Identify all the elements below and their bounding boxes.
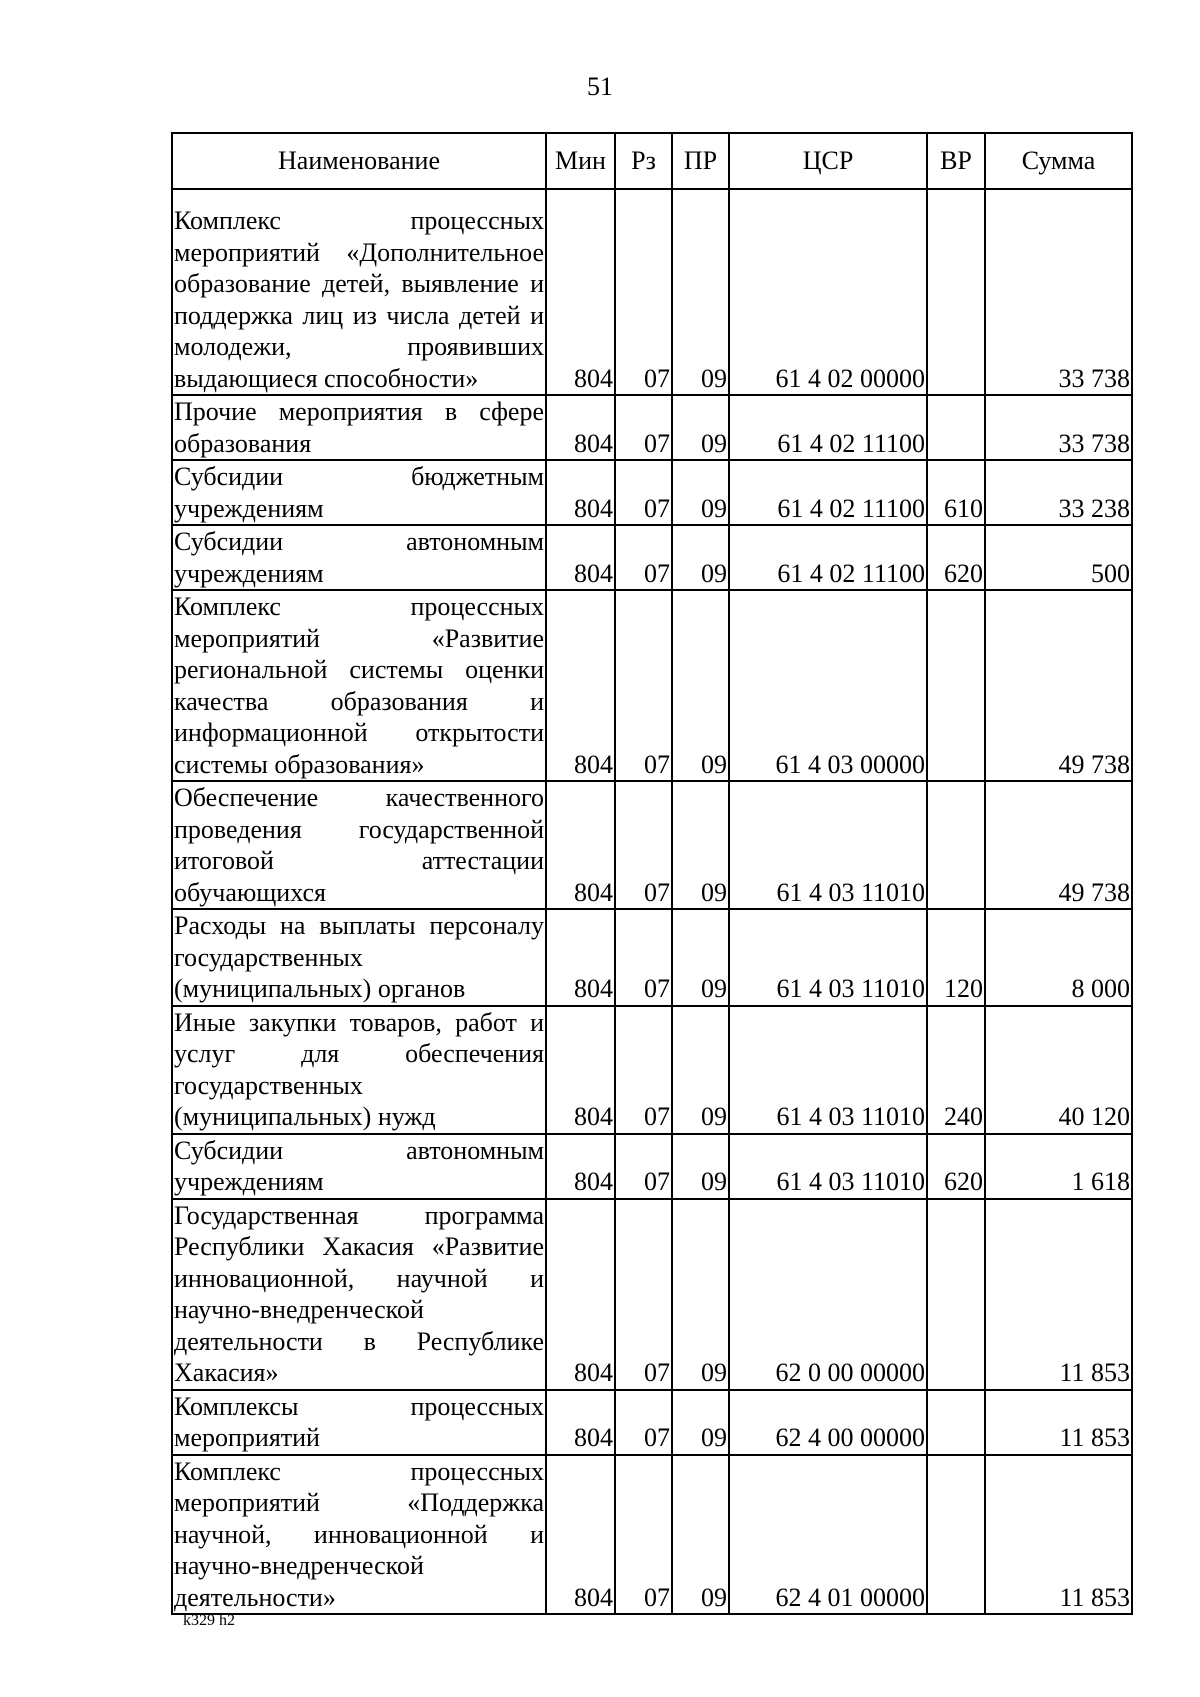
row-vr — [927, 590, 985, 781]
table-row — [172, 781, 1132, 909]
budget-table — [171, 132, 1133, 1615]
table-row — [172, 395, 1132, 460]
row-rz: 07 — [615, 395, 672, 460]
row-min: 804 — [546, 590, 615, 781]
header-sum: Сумма — [985, 133, 1132, 189]
row-name: Расходы на выплаты персоналу государственных (муниципальных) органов — [172, 909, 546, 1006]
row-sum: 500 — [985, 525, 1132, 590]
row-csr: 61 4 03 11010 — [729, 909, 927, 1006]
row-csr: 62 4 01 00000 — [729, 1455, 927, 1615]
row-name: Субсидии автономным учреждениям — [172, 1134, 546, 1199]
page-number: 51 — [587, 72, 613, 101]
row-csr: 61 4 02 11100 — [729, 460, 927, 525]
row-vr: 120 — [927, 909, 985, 1006]
row-pr: 09 — [672, 1199, 729, 1390]
row-pr: 09 — [672, 460, 729, 525]
row-vr — [927, 1390, 985, 1455]
row-sum: 33 738 — [985, 395, 1132, 460]
row-pr: 09 — [672, 1390, 729, 1455]
row-sum: 8 000 — [985, 909, 1132, 1006]
row-min: 804 — [546, 1199, 615, 1390]
row-sum: 11 853 — [985, 1390, 1132, 1455]
row-sum: 1 618 — [985, 1134, 1132, 1199]
row-vr: 620 — [927, 525, 985, 590]
row-rz: 07 — [615, 781, 672, 909]
row-name: Государственная программа Республики Хакасия «Развитие инновационной, научной и научно-внедренческой деятельности в Республике Хакасия» — [172, 1199, 546, 1390]
header-min: Мин — [546, 133, 615, 189]
table-row — [172, 460, 1132, 525]
row-csr: 61 4 03 11010 — [729, 1134, 927, 1199]
row-pr: 09 — [672, 395, 729, 460]
table-row — [172, 590, 1132, 781]
row-min: 804 — [546, 781, 615, 909]
row-name: Обеспечение качественного проведения государственной итоговой аттестации обучающихся — [172, 781, 546, 909]
row-min: 804 — [546, 1006, 615, 1134]
row-vr: 610 — [927, 460, 985, 525]
row-csr: 61 4 03 11010 — [729, 1006, 927, 1134]
row-pr: 09 — [672, 1455, 729, 1615]
row-rz: 07 — [615, 590, 672, 781]
row-sum: 33 238 — [985, 460, 1132, 525]
row-name: Комплекс процессных мероприятий «Дополнительное образование детей, выявление и поддержка лиц из числа детей и молодежи, проявивших выдающиеся способности» — [172, 189, 546, 395]
row-min: 804 — [546, 909, 615, 1006]
row-vr — [927, 781, 985, 909]
row-csr: 61 4 03 11010 — [729, 781, 927, 909]
row-sum: 33 738 — [985, 189, 1132, 395]
row-csr: 61 4 02 11100 — [729, 525, 927, 590]
table-row — [172, 1455, 1132, 1615]
table-header-row — [172, 133, 1132, 189]
row-pr: 09 — [672, 781, 729, 909]
row-name: Комплексы процессных мероприятий — [172, 1390, 546, 1455]
row-sum: 40 120 — [985, 1006, 1132, 1134]
row-rz: 07 — [615, 525, 672, 590]
table-row — [172, 1006, 1132, 1134]
row-rz: 07 — [615, 909, 672, 1006]
row-name: Комплекс процессных мероприятий «Развитие региональной системы оценки качества образования и информационной открытости системы образования» — [172, 590, 546, 781]
row-min: 804 — [546, 1134, 615, 1199]
row-csr: 62 0 00 00000 — [729, 1199, 927, 1390]
row-name: Субсидии автономным учреждениям — [172, 525, 546, 590]
row-name: Прочие мероприятия в сфере образования — [172, 395, 546, 460]
row-rz: 07 — [615, 1455, 672, 1615]
header-name: Наименование — [172, 133, 546, 189]
table-row — [172, 525, 1132, 590]
row-vr — [927, 395, 985, 460]
row-min: 804 — [546, 1455, 615, 1615]
row-vr — [927, 1199, 985, 1390]
row-pr: 09 — [672, 1006, 729, 1134]
row-sum: 49 738 — [985, 590, 1132, 781]
table-row — [172, 189, 1132, 395]
row-csr: 61 4 03 00000 — [729, 590, 927, 781]
row-min: 804 — [546, 1390, 615, 1455]
row-min: 804 — [546, 189, 615, 395]
row-min: 804 — [546, 525, 615, 590]
row-pr: 09 — [672, 525, 729, 590]
row-name: Иные закупки товаров, работ и услуг для обеспечения государственных (муниципальных) нужд — [172, 1006, 546, 1134]
row-pr: 09 — [672, 1134, 729, 1199]
row-rz: 07 — [615, 1134, 672, 1199]
row-vr: 240 — [927, 1006, 985, 1134]
row-csr: 62 4 00 00000 — [729, 1390, 927, 1455]
header-vr: ВР — [927, 133, 985, 189]
row-vr — [927, 1455, 985, 1615]
row-rz: 07 — [615, 1006, 672, 1134]
row-rz: 07 — [615, 189, 672, 395]
header-pr: ПР — [672, 133, 729, 189]
table-row — [172, 1390, 1132, 1455]
row-rz: 07 — [615, 1390, 672, 1455]
row-name: Комплекс процессных мероприятий «Поддержка научной, инновационной и научно-внедренческой деятельности» — [172, 1455, 546, 1615]
row-pr: 09 — [672, 909, 729, 1006]
table-row — [172, 909, 1132, 1006]
row-vr: 620 — [927, 1134, 985, 1199]
row-name: Субсидии бюджетным учреждениям — [172, 460, 546, 525]
header-csr: ЦСР — [729, 133, 927, 189]
row-pr: 09 — [672, 189, 729, 395]
row-sum: 11 853 — [985, 1199, 1132, 1390]
document-code: k329 h2 — [183, 1612, 235, 1629]
row-rz: 07 — [615, 1199, 672, 1390]
row-sum: 49 738 — [985, 781, 1132, 909]
table-row — [172, 1199, 1132, 1390]
row-csr: 61 4 02 00000 — [729, 189, 927, 395]
row-sum: 11 853 — [985, 1455, 1132, 1615]
row-csr: 61 4 02 11100 — [729, 395, 927, 460]
row-vr — [927, 189, 985, 395]
row-pr: 09 — [672, 590, 729, 781]
header-rz: Рз — [615, 133, 672, 189]
row-min: 804 — [546, 395, 615, 460]
table-row — [172, 1134, 1132, 1199]
row-min: 804 — [546, 460, 615, 525]
row-rz: 07 — [615, 460, 672, 525]
